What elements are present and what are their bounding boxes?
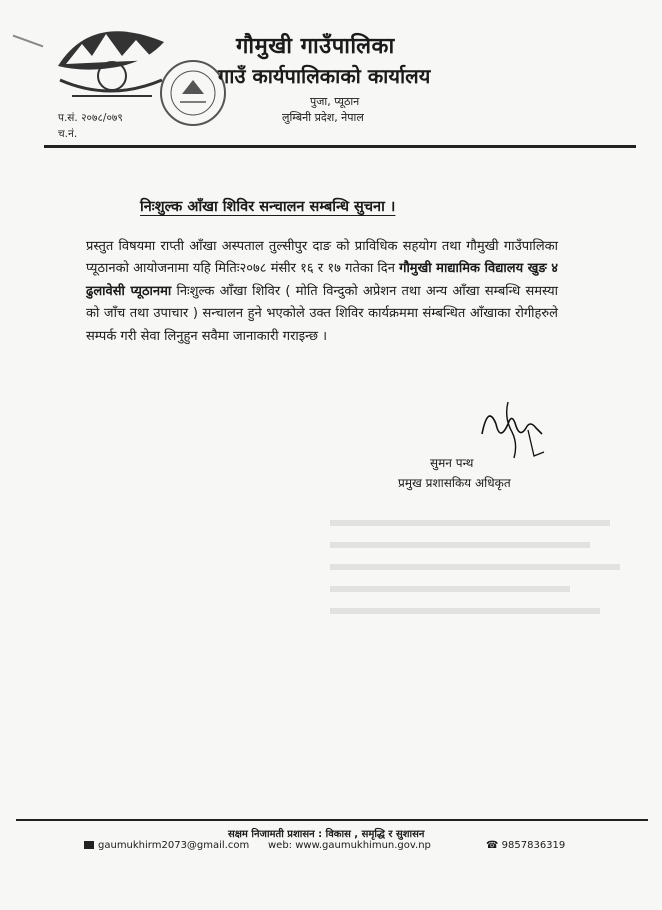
footer-phone: [486, 840, 565, 851]
municipality-title: गौमुखी गाउँपालिका: [236, 34, 395, 59]
notice-subject: निःशुल्क आँखा शिविर सन्चालन सम्बन्धि सुचना ।: [140, 199, 396, 215]
footer-divider: [16, 819, 648, 821]
phone-icon: ☎: [486, 840, 502, 851]
address-line-2: लुम्बिनी प्रदेश, नेपाल: [282, 111, 364, 124]
footer-email[interactable]: [84, 840, 249, 851]
footer-website[interactable]: web: www.gaumukhimun.gov.np: [268, 840, 431, 851]
signature: [478, 394, 548, 466]
office-title: गाउँ कार्यपालिकाको कार्यालय: [218, 64, 431, 88]
address-line-1: पुजा, प्यूठान: [310, 95, 360, 108]
phone-text: 9857836319: [501, 840, 566, 851]
bleed-through-texture: [330, 520, 630, 640]
margin-mark: [13, 35, 44, 48]
signatory-designation: प्रमुख प्रशासकिय अधिकृत: [398, 476, 511, 490]
email-icon: [84, 841, 94, 849]
notice-body-venue: गौमुखी माद्यामिक विद्यालय खुङ ४ ढुलावेसी प्यूठानमा: [86, 261, 558, 299]
header-divider: [44, 145, 636, 148]
notice-body-part-1: प्रस्तुत विषयमा राप्ती आँखा अस्पताल तुल्सीपुर दाङ को प्राविधिक सहयोग तथा गौमुखी गाउँपालिका प्यूठानको आयोजनामा यहि मितिः२०७८ मंसीर १६ र १७ गतेका दिन: [86, 239, 558, 277]
government-emblem-logo: [52, 10, 170, 106]
notice-body: [86, 236, 558, 348]
footer-motto: सक्षम निजामती प्रशासन : विकास , समृद्धि र सुशासन: [228, 829, 425, 840]
dispatch-number: च.नं.: [58, 128, 78, 140]
reference-number: प.सं. २०७८/०७९: [58, 112, 123, 124]
email-text: gaumukhirm2073@gmail.com: [98, 840, 250, 851]
notice-body-part-2: निःशुल्क आँखा शिविर ( मोति विन्दुको अप्रेशन तथा अन्य आँखा सम्बन्धि समस्या को जाँच तथा उपाचार ) सन्चालन हुने भएकोले उक्त शिविर कार्यक्रममा संम्बन्धित आँखाका रोगीहरुले सम्पर्क गरी सेवा लिनुहुन सवैमा जानाकारी गराइन्छ ।: [86, 283, 559, 344]
signatory-name: सुमन पन्थ: [430, 456, 474, 470]
